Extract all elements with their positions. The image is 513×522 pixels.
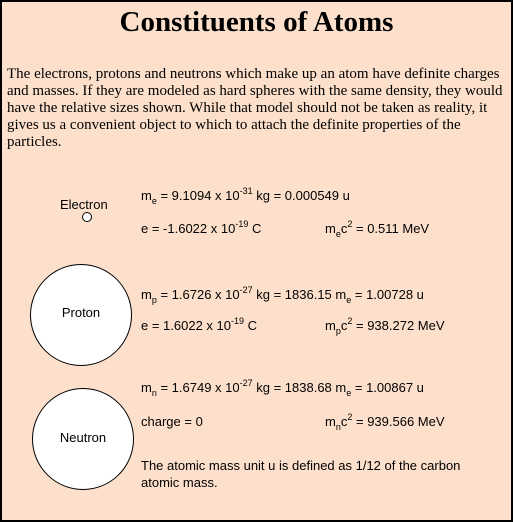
- neutron-energy-line: [325, 412, 445, 432]
- neutron-charge-line: charge = 0: [141, 414, 203, 429]
- electron-mass-symbol: m: [141, 188, 152, 203]
- proton-energy-exponent: 2: [347, 316, 353, 326]
- electron-charge-suffix: C: [248, 221, 262, 236]
- electron-charge-line: [141, 221, 261, 236]
- electron-mass-line: [141, 186, 350, 206]
- proton-charge-exponent: -19: [231, 316, 245, 326]
- electron-energy-symbol: m: [325, 221, 336, 236]
- neutron-mass-prefix: = 1.6749 x 10: [156, 380, 240, 395]
- electron-mass-prefix: = 9.1094 x 10: [156, 188, 240, 203]
- proton-energy-c: c: [340, 318, 348, 333]
- proton-mass-line: [141, 285, 424, 305]
- proton-mass-suffix: = 1.00728 u: [351, 287, 424, 302]
- proton-label: Proton: [61, 305, 101, 320]
- electron-energy-value: = 0.511 MeV: [352, 221, 430, 236]
- electron-energy-line: [325, 219, 430, 239]
- neutron-mass-mid: kg = 1838.68 m: [252, 380, 347, 395]
- proton-mass-subscript: p: [151, 295, 157, 305]
- proton-charge-line: [141, 318, 257, 333]
- neutron-mass-mid-subscript: e: [346, 388, 352, 398]
- neutron-energy-exponent: 2: [347, 412, 353, 422]
- neutron-label: Neutron: [59, 430, 107, 445]
- neutron-mass-line: [141, 378, 424, 398]
- neutron-energy-value: = 939.566 MeV: [352, 414, 445, 429]
- neutron-mass-suffix: = 1.00867 u: [351, 380, 424, 395]
- neutron-energy-subscript: n: [335, 422, 341, 432]
- electron-label: Electron: [60, 197, 108, 212]
- proton-mass-symbol: m: [141, 287, 152, 302]
- proton-energy-subscript: p: [335, 326, 341, 336]
- electron-mass-suffix: kg = 0.000549 u: [252, 188, 350, 203]
- intro-paragraph: The electrons, protons and neutrons which make up an atom have definite charges and masses. If they are modeled as hard spheres with the same density, they would have the relative sizes shown. While that model should not be taken as reality, it gives us a convenient object to which to attach the definite properties of the particles.: [7, 66, 503, 150]
- proton-energy-symbol: m: [325, 318, 336, 333]
- neutron-mass-symbol: m: [141, 380, 152, 395]
- neutron-energy-symbol: m: [325, 414, 336, 429]
- page-title: Constituents of Atoms: [119, 6, 394, 38]
- proton-mass-prefix: = 1.6726 x 10: [156, 287, 240, 302]
- electron-charge-prefix: e = -1.6022 x 10: [141, 221, 236, 236]
- neutron-energy-c: c: [340, 414, 348, 429]
- electron-mass-exponent: -31: [239, 186, 253, 196]
- proton-charge-suffix: C: [244, 318, 258, 333]
- electron-energy-exponent: 2: [347, 219, 353, 229]
- proton-mass-mid: kg = 1836.15 m: [252, 287, 347, 302]
- electron-mass-subscript: e: [151, 196, 157, 206]
- electron-sphere: [82, 212, 92, 222]
- electron-charge-exponent: -19: [235, 219, 249, 229]
- proton-charge-prefix: e = 1.6022 x 10: [141, 318, 231, 333]
- proton-mass-mid-subscript: e: [346, 295, 352, 305]
- proton-energy-line: [325, 316, 445, 336]
- amu-note: The atomic mass unit u is defined as 1/12 of the carbon atomic mass.: [141, 458, 461, 490]
- neutron-mass-exponent: -27: [239, 378, 253, 388]
- electron-energy-subscript: e: [335, 229, 341, 239]
- proton-energy-value: = 938.272 MeV: [352, 318, 445, 333]
- neutron-mass-subscript: n: [151, 388, 157, 398]
- proton-mass-exponent: -27: [239, 285, 253, 295]
- electron-energy-c: c: [340, 221, 348, 236]
